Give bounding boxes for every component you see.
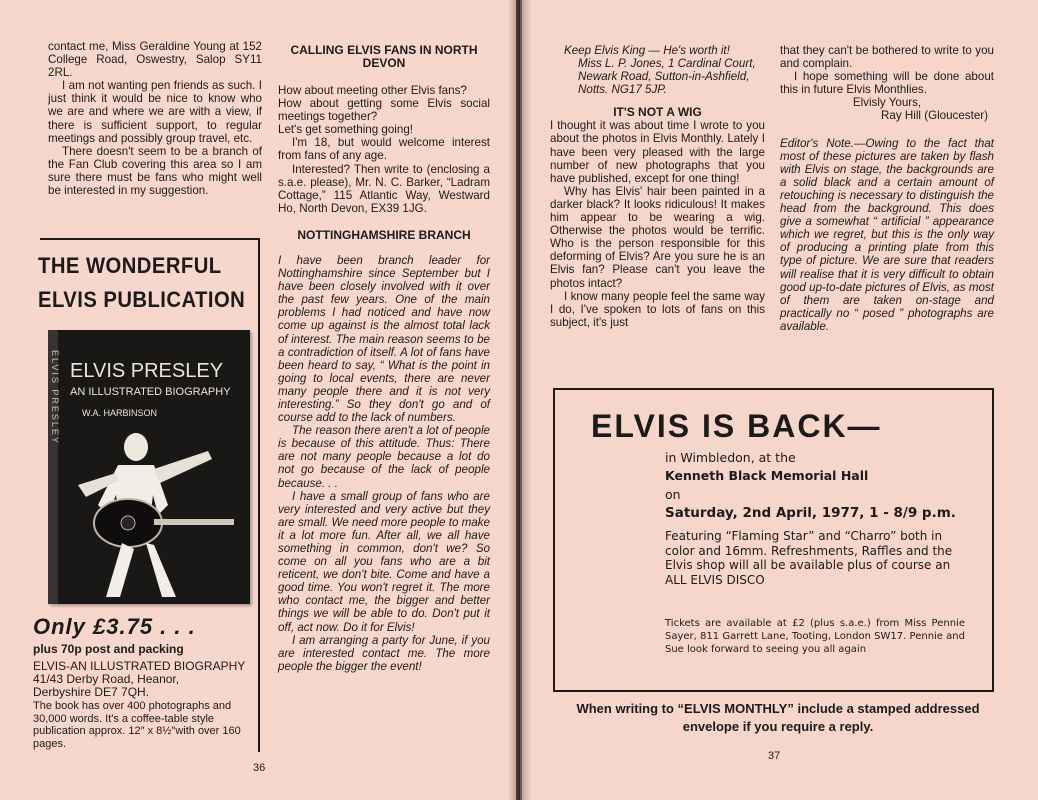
paragraph: I am not wanting pen friends as such. I just think it would be nice to know who we are and where we are with a view, if there is sufficient support, to regular meetings and possibly group travel, etc. (48, 79, 262, 145)
elvis-guitar-photo (58, 425, 240, 600)
paragraph: The reason there aren't a lot of people is because of this attitude. Thus: There are not many people because a lot do not go because of the lack of people because. . . (278, 424, 490, 490)
ad-description: The book has over 400 photographs and 30,000 words. It's a coffee-table style publication approx. 12″ x 8½″with over 160 pages. (33, 700, 241, 750)
event-location: in Wimbledon, at the (665, 450, 796, 465)
paragraph: How about getting some Elvis social meetings together? (278, 97, 490, 124)
ad-title-line1: THE WONDERFUL (38, 253, 222, 278)
paragraph: I thought it was about time I wrote to you about the photos in Elvis Monthly. Lately I have been very pleased with the large number of new photographs that you have published, except for one thing! (550, 119, 765, 185)
page-number: 36 (253, 762, 266, 774)
book-cover (48, 330, 250, 604)
address-line: ELVIS-AN ILLUSTRATED BIOGRAPHY (33, 659, 246, 673)
section-heading: NOTTINGHAMSHIRE BRANCH (297, 227, 471, 242)
page-number: 37 (768, 750, 781, 762)
ad-price: Only £3.75 . . . (33, 614, 196, 639)
paragraph: How about meeting other Elvis fans? (278, 84, 467, 97)
paragraph: I know many people feel the same way I do, I've spoken to lots of fans on this subject, it's just (550, 289, 765, 329)
book-subtitle: AN ILLUSTRATED BIOGRAPHY (70, 386, 231, 398)
writing-note: When writing to “ELVIS MONTHLY” include a stamped addressed envelope if you require a reply. (576, 701, 980, 734)
signoff: Elvisly Yours, (852, 96, 922, 110)
signer: Ray Hill (Gloucester) (881, 109, 988, 123)
paragraph: I am arranging a party for June, if you are interested contact me. The more people the bigger the event! (278, 633, 490, 673)
event-on: on (665, 487, 681, 502)
ad-address (33, 660, 245, 699)
right-col1-text (550, 44, 765, 329)
paragraph: I have a small group of fans who are very interested and very active but they are small. We need more people to make it a lot more fun. After all, we all have something in common, don't we? So come on all you fans who are a bit reticent, we don't bite. Come and have a good time. You won't regret it. The more who contact me, the bigger and better things we will be able to do. Don't put it off, act now. Do it for Elvis! (278, 489, 490, 634)
editor-note: Editor's Note.—Owing to the fact that most of these pictures are taken by flash with Elvis on stage, the backgrounds are a solid black and a certain amount of retouching is necessary to distinguish the head from the background. This does give a somewhat “ artificial ” appearance which we regret, but this is the only way of producing a printing plate from this type of picture. We are sure that readers will realise that it is very difficult to obtain good up-to-date pictures of Elvis, as most of them are taken on-stage and practically no “ posed ” photographs are available. (780, 136, 994, 333)
ad-title-line2: ELVIS PUBLICATION (38, 287, 246, 312)
address-line: Derbyshire DE7 7QH. (33, 685, 150, 699)
spine-shadow-right (520, 0, 532, 800)
event-venue: Kenneth Black Memorial Hall (665, 468, 869, 483)
book-title: ELVIS PRESLEY (70, 360, 224, 382)
section-heading: IT'S NOT A WIG (613, 105, 702, 120)
right-col2-text (780, 44, 994, 333)
paragraph: I have been branch leader for Nottinghamshire since September but I have been closely involved with it over the past few years. One of the main problems I had noticed and have now come up against is the almost total lack of interest. The main reason seems to be a contradiction of itself. A lot of fans have been heard to say, “ What is the point in going to local events, there are never many people there and it is not very interesting.” So they don't go and of course add to the lack of numbers. (278, 253, 490, 425)
left-col1-text (48, 40, 262, 197)
ad-postage: plus 70p post and packing (33, 642, 184, 656)
left-col2-text (278, 44, 490, 673)
paragraph: Keep Elvis King — He's worth it! (564, 44, 730, 57)
paragraph: that they can't be bothered to write to you and complain. (780, 44, 994, 71)
book-author: W.A. HARBINSON (82, 408, 158, 418)
paragraph: There doesn't seem to be a branch of the Fan Club covering this area so I am sure there must be fans who might well be interested in my suggestion. (48, 144, 262, 198)
section-heading: CALLING ELVIS FANS IN NORTH DEVON (290, 43, 478, 70)
event-announcement-box (553, 388, 994, 692)
event-date: Saturday, 2nd April, 1977, 1 - 8/9 p.m. (665, 505, 956, 521)
address-line: 41/43 Derby Road, Heanor, (33, 672, 180, 686)
paragraph: I'm 18, but would welcome interest from fans of any age. (278, 136, 490, 163)
letter-signature: Miss L. P. Jones, 1 Cardinal Court, Newark Road, Sutton-in-Ashfield, Notts. NG17 5JP. (578, 57, 756, 97)
paragraph: Interested? Then write to (enclosing a s.a.e. please), Mr. N. C. Barker, “Ladram Cottage,” 115 Atlantic Way, Westward Ho, North Devon, EX39 1JG. (278, 162, 490, 215)
paragraph: contact me, Miss Geraldine Young at 152 College Road, Oswestry, Salop SY11 2RL. (48, 40, 262, 80)
paragraph: Let's get something going! (278, 123, 413, 137)
event-title: ELVIS IS BACK— (591, 408, 882, 444)
paragraph: I hope something will be done about this in future Elvis Monthlies. (780, 70, 994, 97)
event-features: Featuring “Flaming Star” and “Charro” both in color and 16mm. Refreshments, Raffles and the Elvis shop will all be available plus of course an ALL ELVIS DISCO (665, 529, 953, 587)
book-spine-title: ELVIS PRESLEY (50, 350, 60, 445)
event-tickets: Tickets are available at £2 (plus s.a.e.) from Miss Pennie Sayer, 811 Garrett Lane, Tooting, London SW17. Pennie and Sue look forward to seeing you all again (665, 618, 965, 655)
paragraph: Why has Elvis' hair been painted in a darker black? It looks ridiculous! It makes him appear to be wearing a wig. Otherwise the photos would be terrific. Who is the person responsible for this deforming of Elvis? Are you sure he is an Elvis fan? Please can't you leave the photos intact? (550, 184, 765, 290)
